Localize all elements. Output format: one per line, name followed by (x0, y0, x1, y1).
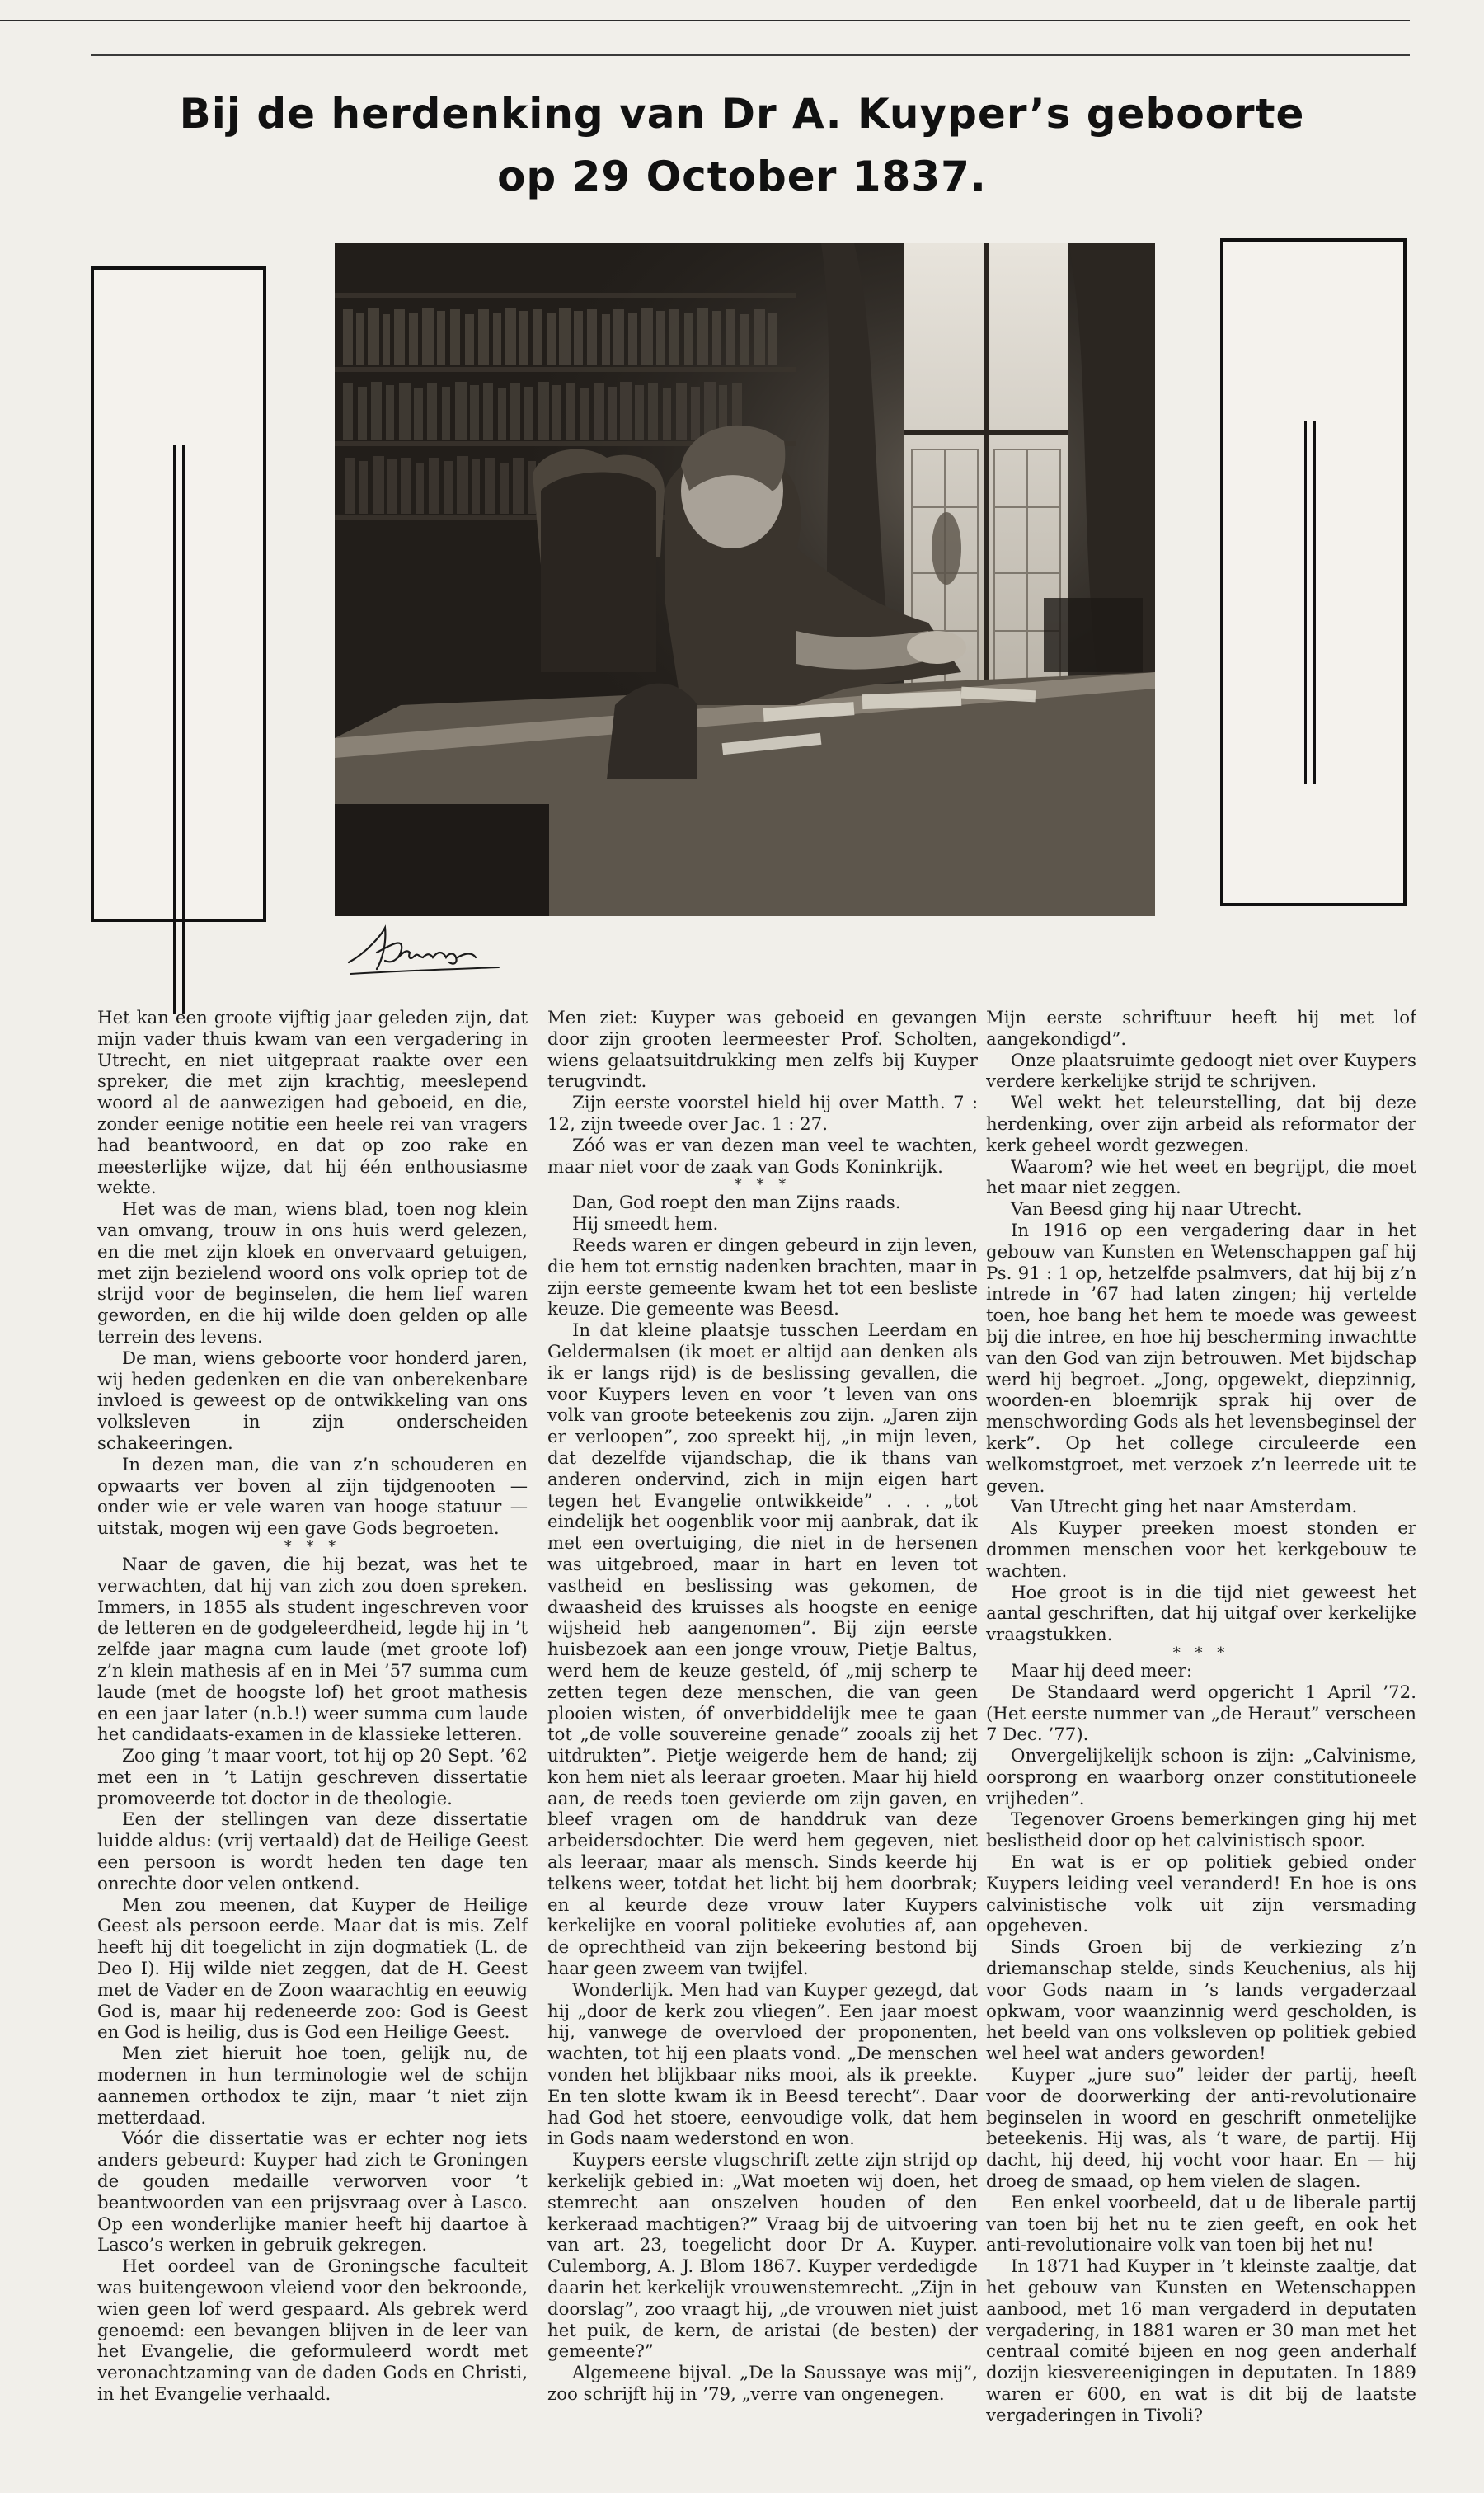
paragraph: Het oordeel van de Groningsche faculteit was buitengewoon vleiend voor den bekroonde, wien geen lof werd gespaard. Als gebrek werd genoemd: een bevangen blijven in de leer van het Evangelie, die geformuleerd wordt met veronachtzaming van de daden Gods en Christi, in het Evangelie verhaald. (97, 2256, 528, 2405)
title-line-2: op 29 October 1837. (497, 153, 987, 200)
paragraph: Mijn eerste schriftuur heeft hij met lof aangekondigd”. (986, 1008, 1416, 1050)
section-stars: * * * (284, 1537, 341, 1555)
photo-illustration (335, 243, 1155, 916)
left-decorative-frame (91, 266, 266, 922)
paragraph: Kuypers eerste vlugschrift zette zijn strijd op kerkelijk gebied in: „Wat moeten wij doen, het stemrecht aan onszelven houden of den kerkeraad machtigen?” Vraag bij de uitvoering van art. 23, toegelicht door Dr A. Kuyper. Culemborg, A. J. Blom 1867. Kuyper verdedigde daarin het kerkelijk vrouwenstemrecht. „Zijn in doorslag”, zoo vraagt hij, „de vrouwen niet juist het puik, de kern, de aristai (de besten) der gemeente?” (547, 2150, 978, 2363)
paragraph: Naar de gaven, die hij bezat, was het te verwachten, dat hij van zich zou doen spreken. Immers, in 1855 als student ingeschreven voor de letteren en de godgeleerdheid, legde hij in ’t zelfde jaar magna cum laude (met groote lof) z’n klein mathesis af en in Mei ’57 summa cum laude (met de hoogste lof) het groot mathesis en een jaar later (n.b.!) weer summa cum laude het candidaats-examen in de klassieke letteren. (97, 1554, 528, 1746)
portrait-photo (335, 243, 1155, 916)
header-rule (91, 54, 1410, 56)
paragraph: De man, wiens geboorte voor honderd jaren, wij heden gedenken en die van onberekenbare invloed is geweest op de ontwikkeling van ons volksleven in zijn onderscheiden schakeeringen. (97, 1348, 528, 1454)
paragraph: De Standaard werd opgericht 1 April ’72. (Het eerste nummer van „de Heraut” verscheen 7 Dec. ’77). (986, 1682, 1416, 1746)
paragraph: In dezen man, die van z’n schouderen en opwaarts ver boven al zijn tijdgenooten — onder wie er vele waren van hooge statuur — uitstak, mogen wij een gave Gods begroeten. (97, 1454, 528, 1540)
paragraph: Zijn eerste voorstel hield hij over Matth. 7 : 12, zijn tweede over Jac. 1 : 27. (547, 1093, 978, 1135)
paragraph: Kuyper „jure suo” leider der partij, heeft voor de doorwerking der anti-revolutionaire beginselen in woord en geschrift onmetelijke beteekenis. Hij was, als ’t ware, de partij. Hij dacht, hij deed, hij vocht voor haar. En — hij droeg de smaad, op hem vielen de slagen. (986, 2065, 1416, 2193)
text-column-3 (986, 1008, 1416, 2484)
paragraph: Men ziet hieruit hoe toen, gelijk nu, de modernen in hun terminologie wel de schijn aannemen orthodox te zijn, maar ’t niet zijn metterdaad. (97, 2044, 528, 2128)
title-line-1: Bij de herdenking van Dr A. Kuyper’s geboorte (179, 90, 1305, 138)
paragraph: En wat is er op politiek gebied onder Kuypers leiding veel veranderd! En hoe is ons calvinistische volk uit zijn versmading opgeheven. (986, 1852, 1416, 1937)
paragraph: Een enkel voorbeeld, dat u de liberale partij van toen bij het nu te zien geeft, en ook het anti-revolutionaire volk van toen bij het nu! (986, 2192, 1416, 2256)
paragraph: Van Utrecht ging het naar Amsterdam. (1011, 1497, 1358, 1518)
paragraph: Wonderlijk. Men had van Kuyper gezegd, dat hij „door de kerk zou vliegen”. Een jaar moest hij, vanwege de overvloed der proponenten, wachten, tot hij een plaats vond. „De menschen vonden het blijkbaar niks mooi, als ik preekte. En ten slotte kwam ik in Beesd terecht”. Daar had God het stoere, eenvoudige volk, dat hem in Gods naam wederstond en won. (547, 1979, 978, 2150)
page-title (165, 82, 1319, 208)
paragraph: Hij smeedt hem. (572, 1214, 719, 1235)
paragraph: Het was de man, wiens blad, toen nog klein van omvang, trouw in ons huis werd gelezen, en die met zijn kloek en onvervaard getuigen, met zijn bezielend woord ons volk opriep tot de strijd voor de beginselen, die hem lief waren geworden, en die hij wilde doen gelden op alle terrein des levens. (97, 1199, 528, 1348)
paragraph: Zoo ging ’t maar voort, tot hij op 20 Sept. ’62 met een in ’t Latijn geschreven dissertatie promoveerde tot doctor in de theologie. (97, 1746, 528, 1809)
paragraph: Van Beesd ging hij naar Utrecht. (1011, 1199, 1303, 1221)
paragraph: Men zou meenen, dat Kuyper de Heilige Geest als persoon eerde. Maar dat is mis. Zelf heeft hij dit toegelicht in zijn dogmatiek (L. de Deo I). Hij wilde niet zeggen, dat de H. Geest met de Vader en de Zoon waarachtig en eeuwig God is, maar hij redeneerde zoo: God is Geest en God is heilig, dus is God een Heilige Geest. (97, 1894, 528, 2044)
paragraph: Vóór die dissertatie was er echter nog iets anders gebeurd: Kuyper had zich te Groningen de gouden medaille verworven voor ’t beantwoorden van een prijsvraag over à Lasco. Op een wonderlijke manier heeft hij daartoe à Lasco’s werken in gebruik gekregen. (97, 2128, 528, 2256)
paragraph: In 1871 had Kuyper in ’t kleinste zaaltje, dat het gebouw van Kunsten en Wetenschappen aanbood, met 16 man vergaderd in deputaten vergadering, in 1881 waren er 30 man met het centraal comité bijeen en nog geen anderhalf dozijn kiesvereenigingen in deputaten. In 1889 waren er 600, en wat is dit bij de laatste vergaderingen in Tivoli? (986, 2256, 1416, 2426)
right-decorative-frame (1220, 238, 1407, 906)
section-stars: * * * (1172, 1644, 1230, 1662)
paragraph: Als Kuyper preeken moest stonden er drommen menschen voor het kerkgebouw te wachten. (986, 1518, 1416, 1582)
paragraph: In 1916 op een vergadering daar in het gebouw van Kunsten en Wetenschappen gaf hij Ps. 91 : 1 op, hetzelfde psalmvers, dat hij bij z’n intrede in ’67 had laten zingen; hij vertelde toen, hoe bang het hem te moede was geweest bij die intree, en hoe hij bescherming inwachtte van den God van zijn betrouwen. Met bijdschap werd hij begroet. „Jong, opgewekt, diepzinnig, woorden-en bloemrijk sprak hij over de menschwording Gods als het levensbeginsel der kerk”. Op het college circuleerde een welkomstgroet, met verzoek z’n leerrede uit te geven. (986, 1220, 1416, 1497)
paragraph: Het kan een groote vijftig jaar geleden zijn, dat mijn vader thuis kwam van een vergadering in Utrecht, en niet uitgepraat raakte over een spreker, die met zijn krachtig, meeslepend woord al de aanwezigen had geboeid, en die, zonder eenige notitie een heele rei van vragers had beantwoord, en dat op zoo rake en meesterlijke wijze, dat hij één enthousiasme wekte. (97, 1008, 528, 1199)
paragraph: Reeds waren er dingen gebeurd in zijn leven, die hem tot ernstig nadenken brachten, maar in zijn eerste gemeente kwam het tot een besliste keuze. Die gemeente was Beesd. (547, 1235, 978, 1320)
paragraph: Hoe groot is in die tijd niet geweest het aantal geschriften, dat hij uitgaf over kerkelijke vraagstukken. (986, 1582, 1416, 1646)
signature-drawing (334, 920, 540, 985)
paragraph: Onvergelijkelijk schoon is zijn: „Calvinisme, oorsprong en waarborg onzer constitutioneele vrijheden”. (986, 1746, 1416, 1809)
text-column-2 (547, 1008, 978, 2484)
top-rule (0, 20, 1410, 21)
kuyper-signature (334, 920, 540, 985)
paragraph: Dan, God roept den man Zijns raads. (572, 1192, 901, 1214)
paragraph: Een der stellingen van deze dissertatie luidde aldus: (vrij vertaald) dat de Heilige Geest een persoon is wordt heden ten dage ten onrechte door velen ontkend. (97, 1809, 528, 1894)
paragraph: In dat kleine plaatsje tusschen Leerdam en Geldermalsen (ik moet er altijd aan denken als ik er langs rijd) is de beslissing gevallen, die voor Kuypers leven en voor ’t leven van ons volk van groote beteekenis zou zijn. „Jaren zijn er verloopen”, zoo spreekt hij, „in mijn leven, dat dezelfde vijandschap, die ik thans van anderen ondervind, zich in mijn eigen hart tegen het Evangelie ontwikkeide” . . . „tot eindelijk het oogenblik voor mij aanbrak, dat ik met een overtuiging, die niet in de hersenen was uitgebroed, maar in hart en leven tot vastheid en beslissing was gekomen, de dwaasheid des kruisses als hoogste en eenige wijsheid heb aangenomen”. Bij zijn eerste huisbezoek aan een jonge vrouw, Pietje Baltus, werd hem de keuze gesteld, óf „mij scherp te zetten tegen deze menschen, die van geen plooien wisten, óf onverbiddelijk mee te gaan tot „de volle souvereine genade” zooals zij het uitdrukten”. Pietje weigerde hem de hand; zij kon hem niet als leeraar groeten. Maar hij hield aan, de reeds toen gevierde om zijn gaven, en bleef vragen om de handdruk van deze arbeidersdochter. Die werd hem gegeven, niet als leeraar, maar als mensch. Sinds keerde hij telkens weer, totdat het licht bij hem doorbrak; en al keurde deze vrouw later Kuypers kerkelijke en vooral politieke evoluties af, aan de oprechtheid van zijn bekeering bestond bij haar geen zweem van twijfel. (547, 1320, 978, 1980)
paragraph: Wel wekt het teleurstelling, dat bij deze herdenking, over zijn arbeid als reformator der kerk geheel wordt gezwegen. (986, 1093, 1416, 1156)
paragraph: Sinds Groen bij de verkiezing z’n driemanschap stelde, sinds Keuchenius, als hij voor Gods naam in ’s lands vergaderzaal opkwam, voor waanzinnig werd gescholden, is het beeld van ons volksleven op politiek gebied wel heel wat anders geworden! (986, 1937, 1416, 2065)
section-stars: * * * (734, 1176, 791, 1194)
paragraph: Zóó was er van dezen man veel te wachten, maar niet voor de zaak van Gods Koninkrijk. (547, 1135, 978, 1178)
paragraph: Waarom? wie het weet en begrijpt, die moet het maar niet zeggen. (986, 1156, 1416, 1199)
paragraph: Maar hij deed meer: (1011, 1660, 1193, 1682)
paragraph: Tegenover Groens bemerkingen ging hij met beslistheid door op het calvinistisch spoor. (986, 1809, 1416, 1852)
right-frame-bar (1304, 421, 1316, 784)
paragraph: Algemeene bijval. „De la Saussaye was mij”, zoo schrijft hij in ’79, „verre van ongenegen. (547, 2363, 978, 2405)
paragraph: Onze plaatsruimte gedoogt niet over Kuypers verdere kerkelijke strijd te schrijven. (986, 1050, 1416, 1093)
left-frame-bar (173, 445, 185, 1014)
text-column-1 (97, 1008, 528, 2484)
paragraph: Men ziet: Kuyper was geboeid en gevangen door zijn grooten leermeester Prof. Scholten, wiens gelaatsuitdrukking men zelfs bij Kuyper terugvindt. (547, 1008, 978, 1093)
